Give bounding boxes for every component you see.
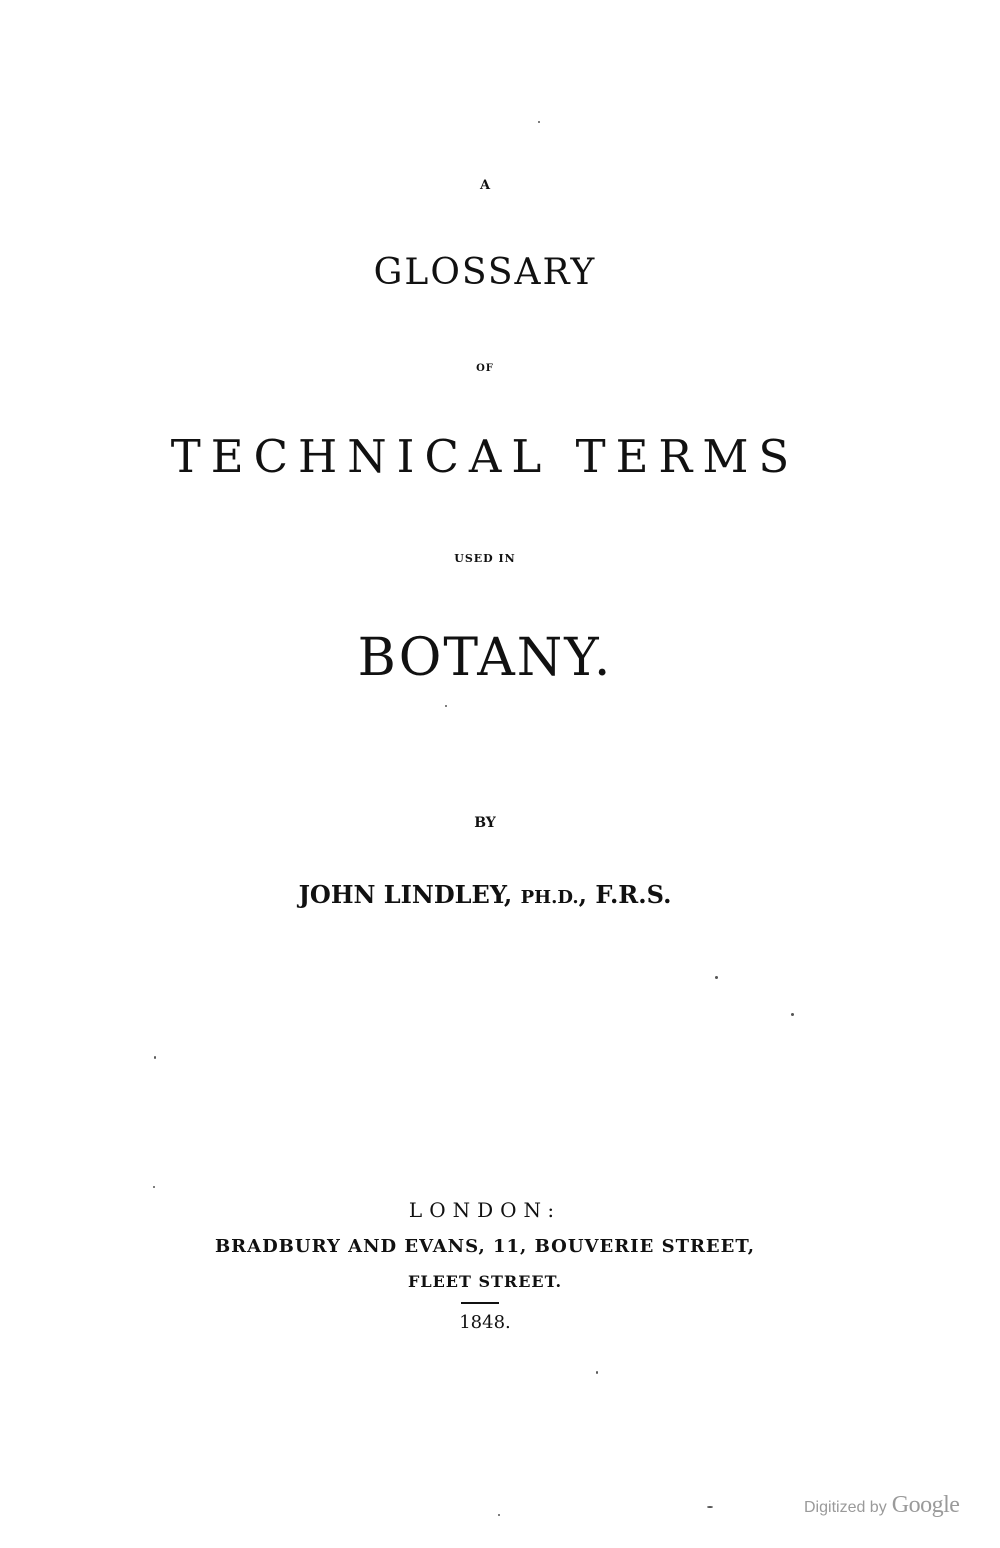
scan-speck bbox=[153, 1186, 155, 1188]
digitized-watermark bbox=[804, 1492, 959, 1519]
scan-speck bbox=[596, 1371, 598, 1374]
imprint-publisher: BRADBURY AND EVANS, 11, BOUVERIE STREET, bbox=[214, 1236, 756, 1257]
scan-speck bbox=[445, 705, 447, 707]
title-used-in: USED IN bbox=[454, 552, 516, 565]
author-line bbox=[0, 880, 970, 909]
title-article: A bbox=[479, 178, 491, 193]
imprint-street: FLEET STREET. bbox=[407, 1272, 563, 1291]
scan-speck bbox=[791, 1013, 794, 1016]
scan-speck bbox=[707, 1506, 713, 1508]
scan-speck bbox=[498, 1514, 500, 1516]
imprint-year: 1848. bbox=[459, 1312, 511, 1333]
imprint-city: LONDON: bbox=[408, 1198, 562, 1222]
author-name: JOHN LINDLEY, bbox=[298, 880, 521, 909]
scan-speck bbox=[154, 1056, 156, 1059]
imprint-rule bbox=[461, 1302, 499, 1304]
title-of: OF bbox=[476, 363, 494, 374]
scan-speck bbox=[538, 121, 540, 123]
byline-by: BY bbox=[474, 815, 496, 831]
title-technical-terms: TECHNICAL TERMS bbox=[170, 430, 800, 483]
author-fellowship: , F.R.S. bbox=[578, 880, 672, 909]
author-degree: PH.D. bbox=[520, 887, 579, 908]
title-glossary: GLOSSARY bbox=[373, 252, 597, 293]
watermark-prefix: Digitized by bbox=[804, 1499, 887, 1516]
google-logo: Google bbox=[891, 1492, 960, 1518]
title-botany: BOTANY. bbox=[357, 628, 613, 688]
scan-speck bbox=[715, 976, 718, 979]
